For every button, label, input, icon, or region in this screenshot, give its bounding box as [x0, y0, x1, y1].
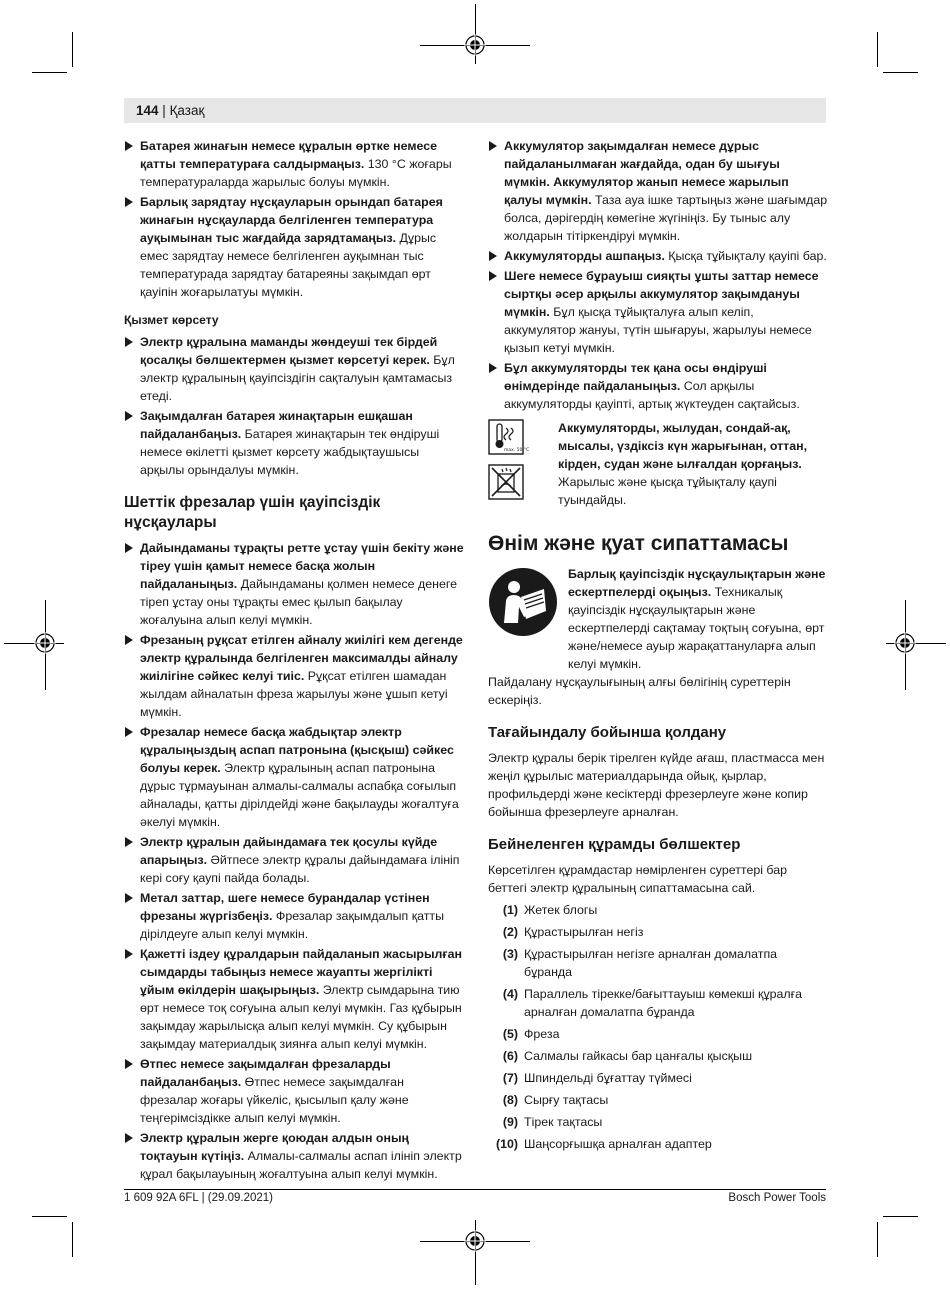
components-list [488, 901, 828, 1153]
warning-item: Электр құралын дайындамаға тек қосулы күйде апарыңыз. Әйтпесе электр құралы дайындамаға ілініп кері соғу қаупі пайда болады. [124, 833, 464, 887]
registration-mark-icon [464, 34, 486, 56]
list-item: (9) Тірек тақтасы [502, 1115, 603, 1129]
footer-rule [124, 1189, 826, 1190]
crop-mark [72, 32, 73, 67]
heat-warning-block: max. 50 °C Аккумуляторды, жылудан, сондай-ақ, мысалы, үздіксіз күн жарығынан, оттан, кірден, судан және ылғалдан қорғаңыз. Жарылыс және қысқа тұйықталу қаупі туындайды. [488, 419, 828, 509]
crop-mark [72, 1222, 73, 1257]
page-header [136, 103, 204, 119]
warning-item: Фрезалар немесе басқа жабдықтар электр құралыңыздың аспап патронына (қысқыш) сәйкес болуы керек. Электр құралының аспап патронына дұрыс тұрмауынан алмалы-салмалы аспабқа соғылып айналады, қатты дірілдейді және бақылауды жоғалтуға әкелуі мүмкін. [124, 723, 464, 831]
crop-mark [877, 32, 878, 67]
warning-item: Өтпес немесе зақымдалған фрезаларды пайдаланбаңыз. Өтпес немесе зақымдалған фрезалар жоғары үйкеліс, қысылып қалу және теңгерімсіздікке алып келуі мүмкін. [124, 1055, 464, 1127]
warning-item: Зақымдалған батарея жинақтарын ешқашан пайдаланбаңыз. Батарея жинақтарын тек өндіруші немесе өкілетті қызмет көрсету жабдықтаушысы арқылы орындалуы мүмкін. [124, 407, 464, 479]
list-item: (3) Құрастырылған негізге арналған домалатпа бұранда [502, 947, 778, 979]
list-item: (1) Жетек блогы [502, 903, 598, 917]
thermometer-temperature-icon [488, 419, 530, 455]
footer-brand: Bosch Power Tools [728, 1192, 826, 1204]
list-item: (4) Параллель тірекке/бағыттауыш көмекші құралға арналған домалатпа бұранда [502, 987, 803, 1019]
read-manual-block: Барлық қауіпсіздік нұсқаулықтарын және ескертпелерді оқыңыз. Техникалық қауіпсіздік нұсқаулықтарын және ескертпелерді сақтамау тоқтың соғуына, өрт және/немесе ауыр жарақаттануларға алып келуі мүмкін. [488, 565, 828, 673]
registration-mark-icon [894, 632, 916, 654]
intended-use-text: Электр құралы берік тірелген күйде ағаш, пластмасса мен жеңіл құрылыс материалдарында ойық, қырлар, профильдерді және кесіктерді фрезерлеуге және копир бойынша фрезерлеуге арналған. [488, 751, 825, 819]
header-separator: | [162, 103, 170, 118]
list-item: (2) Құрастырылған негіз [502, 925, 644, 939]
section-heading-router-safety: Шеттік фрезалар үшін қауіпсіздік нұсқаулары [124, 494, 381, 531]
warning-item: Дайындаманы тұрақты ретте ұстау үшін бекіту және тіреу үшін қамыт немесе басқа жолын пайдаланыңыз. Дайындаманы қолмен немесе денеге тіреп ұстау оны тұрақты емес қылып бақылау жоғалуына алып келуі мүмкін. [124, 539, 464, 629]
max-temp-label: max. 50 °C [504, 448, 530, 453]
warning-item: Метал заттар, шеге немесе бурандалар үстінен фрезаны жүргізбеңіз. Фрезалар зақымдалып қатты дірілдеуге алып келуі мүмкін. [124, 889, 464, 943]
list-item: (8) Сырғу тақтасы [502, 1093, 609, 1107]
warning-item: Аккумулятор зақымдалған немесе дұрыс пайдаланылмаған жағдайда, одан бу шығуы мүмкін. Аккумулятор жанып немесе жарылып қалуы мүмкін. Таза ауа ішке тартыңыз және шағымдар болса, дәрігердің көмегіне жүгініңіз. Бу тыныс алу жолдарын тітіркендіруі мүмкін. [488, 137, 828, 245]
warning-item: Фрезаның рұқсат етілген айналу жиілігі кем дегенде электр құралында белгіленген максималды айналу жиілігіне сәйкес келуі тиіс. Рұқсат етілген шамадан жылдам айналатын фреза жарылуы және ұшып кетуі мүмкін. [124, 631, 464, 721]
section-heading-service: Қызмет көрсету [124, 313, 219, 327]
warning-icons [488, 419, 528, 505]
warning-item: Электр құралына маманды жөндеуші тек бірдей қосалқы бөлшектермен қызмет көрсетуі керек. Бұл электр құралының қауіпсіздігін сақталуын қамтамасыз етеді. [124, 333, 464, 405]
list-item: (7) Шпиндельді бұғаттау түймесі [502, 1071, 692, 1085]
registration-mark-icon [34, 632, 56, 654]
no-water-battery-icon [488, 464, 524, 500]
warning-item: Аккумуляторды ашпаңыз. Қысқа тұйықталу қауіпі бар. [488, 247, 828, 265]
footer-doc-id: 1 609 92A 6FL | (29.09.2021) [124, 1192, 273, 1204]
crop-mark [883, 72, 918, 73]
figures-note: Пайдалану нұсқаулығының алғы бөлігінің суреттерін ескеріңіз. [488, 675, 791, 707]
warning-item: Барлық зарядтау нұсқауларын орындап батарея жинағын нұсқауларда белгіленген температура ауқымынан тыс жағдайда зарядтамаңыз. Дұрыс емес зарядтау немесе белгіленген ауқымнан тыс температурада зарядтау батареяны зақымдап өрт қауіпін жоғарылатуы мүмкін. [124, 193, 464, 301]
warning-item: Батарея жинағын немесе құралын өртке немесе қатты температураға салдырмаңыз. 130 °C жоғары температураларда жарылыс болуы мүмкін. [124, 137, 464, 191]
list-item: (6) Салмалы гайкасы бар цанғалы қысқыш [502, 1049, 753, 1063]
warning-item: Бұл аккумуляторды тек қана осы өндіруші өнімдерінде пайдаланыңыз. Сол арқылы аккумуляторды қауіпті, артық жүктеуден сақтайсыз. [488, 359, 828, 413]
page-language: Қазақ [169, 103, 205, 118]
warning-item: Электр құралын жерге қоюдан алдын оның тоқтауын күтіңіз. Алмалы-салмалы аспап ілініп электр құрал бақылауының жоғалтуына алып келуі мүмкін. [124, 1129, 464, 1183]
crop-mark [32, 1216, 67, 1217]
crop-mark [32, 72, 67, 73]
list-item: (10) Шаңсорғышқа арналған адаптер [495, 1137, 712, 1151]
crop-mark [883, 1216, 918, 1217]
components-intro: Көрсетілген құрамдастар нөмірленген суреттері бар беттегі электр құралының сипаттамасына сай. [488, 863, 788, 895]
left-column [124, 137, 464, 1185]
right-column [488, 137, 828, 1157]
section-heading-components: Бейнеленген құрамды бөлшектер [488, 836, 741, 853]
list-item: (5) Фреза [502, 1027, 560, 1041]
page-header-bar [124, 98, 826, 123]
warning-item: Шеге немесе бұрауыш сияқты ұшты заттар немесе сыртқы әсер арқылы аккумулятор зақымдануы мүмкін. Бұл қысқа тұйықталуға алып келіп, аккумулятор жануы, түтін шығаруы, жарылуы немесе қызып кетуі мүмкін. [488, 267, 828, 357]
warning-item: Қажетті іздеу құралдарын пайдаланып жасырылған сымдарды табыңыз немесе жауапты жергілікті ұйым өкілдерін шақырыңыз. Электр сымдарына тию өрт немесе тоқ соғуына алып келуі мүмкін. Газ құбырын зақымдау жарылысқа алып келуі мүмкін. Су құбырын зақымдау материалдық зиянға алып келуі мүмкін. [124, 945, 464, 1053]
crop-mark [877, 1222, 878, 1257]
page-number: 144 [136, 103, 159, 118]
registration-mark-icon [464, 1230, 486, 1252]
read-manual-icon [488, 567, 558, 637]
section-heading-intended-use: Тағайындалу бойынша қолдану [488, 724, 727, 741]
section-heading-product-description: Өнім және қуат сипаттамасы [488, 532, 789, 555]
